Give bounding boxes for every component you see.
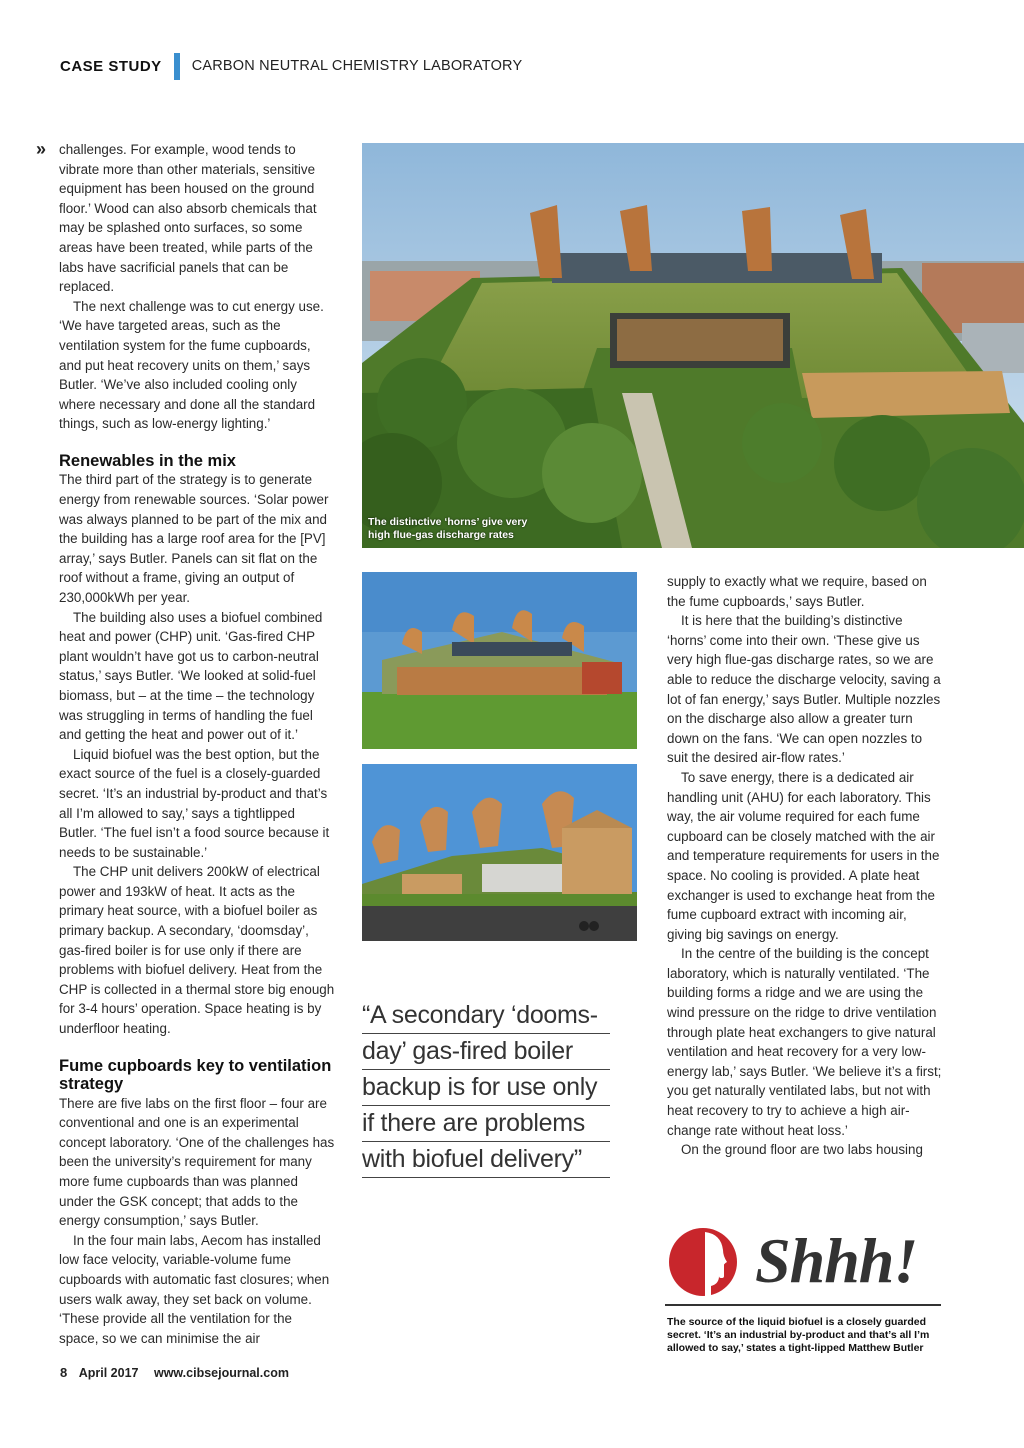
paragraph: It is here that the building’s distinctive ‘horns’ come into their own. ‘These give us very high flue-gas discharge rates, so we are able to reduce the discharge velocity, saving a lot of fan energy,’ says Butler. Multiple nozzles on the discharge also allow a greater turn down on the fans. ‘We can open nozzles to suit the desired air-flow rates.’ xyxy=(667,613,941,766)
page-header xyxy=(60,52,522,80)
article-column-right xyxy=(667,572,945,1160)
shhh-heading: Shhh! xyxy=(755,1225,918,1296)
page-footer xyxy=(60,1365,289,1380)
main-photo-caption: The distinctive ‘horns’ give very high flue-gas discharge rates xyxy=(368,516,528,541)
paragraph: To save energy, there is a dedicated air handling unit (AHU) for each laboratory. This way, the air volume required for each fume cupboard can be closely matched with the air and temperature requirements for users in the space. No cooling is provided. A plate heat exchanger is used to exchange heat from the fume cupboard extract with incoming air, giving big savings on energy. xyxy=(667,769,940,942)
paragraph: supply to exactly what we require, based on the fume cupboards,’ says Butler. xyxy=(667,574,927,609)
section-label: CASE STUDY xyxy=(60,57,162,75)
subheading-fume-cupboards: Fume cupboards key to ventilation strategy xyxy=(59,1056,332,1094)
building-photo-front xyxy=(362,764,637,941)
pull-quote-line: “A secondary ‘dooms- xyxy=(362,998,610,1034)
pull-quote-line: with biofuel delivery” xyxy=(362,1142,610,1178)
pull-quote-line: day’ gas-fired boiler xyxy=(362,1034,610,1070)
building-photo-side xyxy=(362,572,637,749)
paragraph: There are five labs on the first floor – four are conventional and one is an experimental concept laboratory. ‘One of the challenges has been the university’s requirement for many more fume cupboards than was planned under the GSK concept; that adds to the energy consumption,’ says Butler. xyxy=(59,1095,335,1229)
header-divider xyxy=(174,53,180,80)
paragraph: The CHP unit delivers 200kW of electrical power and 193kW of heat. It acts as the primary heat source, with a biofuel boiler as primary backup. A secondary, ‘doomsday’, gas-fired boiler is for use only if there are problems with biofuel delivery. Heat from the CHP is collected in a thermal store big enough for 3-4 hours’ operation. Space heating is by underfloor heating. xyxy=(59,864,335,1037)
pull-quote-line: backup is for use only xyxy=(362,1070,610,1106)
article-column-left xyxy=(59,140,335,1348)
silhouette-shush-icon xyxy=(665,1226,745,1298)
paragraph: The building also uses a biofuel combined heat and power (CHP) unit. ‘Gas-fired CHP plant wouldn’t have got us to carbon-neutral status,’ says Butler. ‘We looked at solid-fuel biomass, but – at the time – the technology was struggling in terms of handling the fuel and getting the heat and power out of it.’ xyxy=(59,609,323,743)
paragraph: challenges. For example, wood tends to vibrate more than other materials, sensitive equipment has been housed on the ground floor.’ Wood can also absorb chemicals that may be splashed onto surfaces, so some areas have been treated, while parts of the labs have sacrificial panels that can be replaced. xyxy=(59,142,317,295)
paragraph: The third part of the strategy is to generate energy from renewable sources. ‘Solar power was always planned to be part of the mix and the building has a large roof area for the [PV] array,’ says Butler. Panels can sit flat on the roof without a frame, giving an output of 230,000kWh per year. xyxy=(59,472,329,605)
pull-quote-line: if there are problems xyxy=(362,1106,610,1142)
paragraph: On the ground floor are two labs housing xyxy=(681,1142,923,1158)
journal-url: www.cibsejournal.com xyxy=(153,1366,289,1380)
issue-date: April 2017 xyxy=(78,1366,139,1380)
paragraph: The next challenge was to cut energy use. ‘We have targeted areas, such as the ventilation system for the fume cupboards, and put heat recovery units on them,’ says Butler. ‘We’ve also included cooling only where necessary and done all the standard things, such as low-energy lighting.’ xyxy=(59,298,324,432)
paragraph: In the centre of the building is the concept laboratory, which is naturally ventilated. ‘The building forms a ridge and we are using the wind pressure on the ridge to drive ventilation through plate heat exchangers to give natural ventilation and heat recovery for a very low-energy lab,’ says Butler. ‘We believe it’s a first; you get naturally ventilated labs, but not with heat recovery to try to achieve a high air-change rate without heat loss.’ xyxy=(667,946,942,1138)
sidebar-caption: The source of the liquid biofuel is a closely guarded secret. ‘It’s an industrial by-product and that’s all I’m allowed to say,’ states a tight-lipped Matthew Butler xyxy=(667,1316,930,1354)
sidebar-rule xyxy=(665,1304,941,1306)
subheading-renewables: Renewables in the mix xyxy=(59,451,236,470)
aerial-building-photo xyxy=(362,143,1024,548)
section-title: CARBON NEUTRAL CHEMISTRY LABORATORY xyxy=(191,58,523,74)
pull-quote xyxy=(362,998,610,1178)
page-number: 8 xyxy=(60,1365,68,1380)
continue-chevron-icon: » xyxy=(36,139,47,159)
secret-sidebar xyxy=(665,1222,945,1304)
paragraph: In the four main labs, Aecom has installed low face velocity, variable-volume fume cupboards with automatic fast closures; when users walk away, they set back on volume. ‘These provide all the ventilation for the space, so we can minimise the air xyxy=(59,1232,330,1346)
paragraph: Liquid biofuel was the best option, but the exact source of the fuel is a closely-guarded secret. ‘It’s an industrial by-product and that’s all I’m allowed to say,’ says a tightlipped Butler. ‘The fuel isn’t a food source because it needs to be sustainable.’ xyxy=(59,746,330,860)
